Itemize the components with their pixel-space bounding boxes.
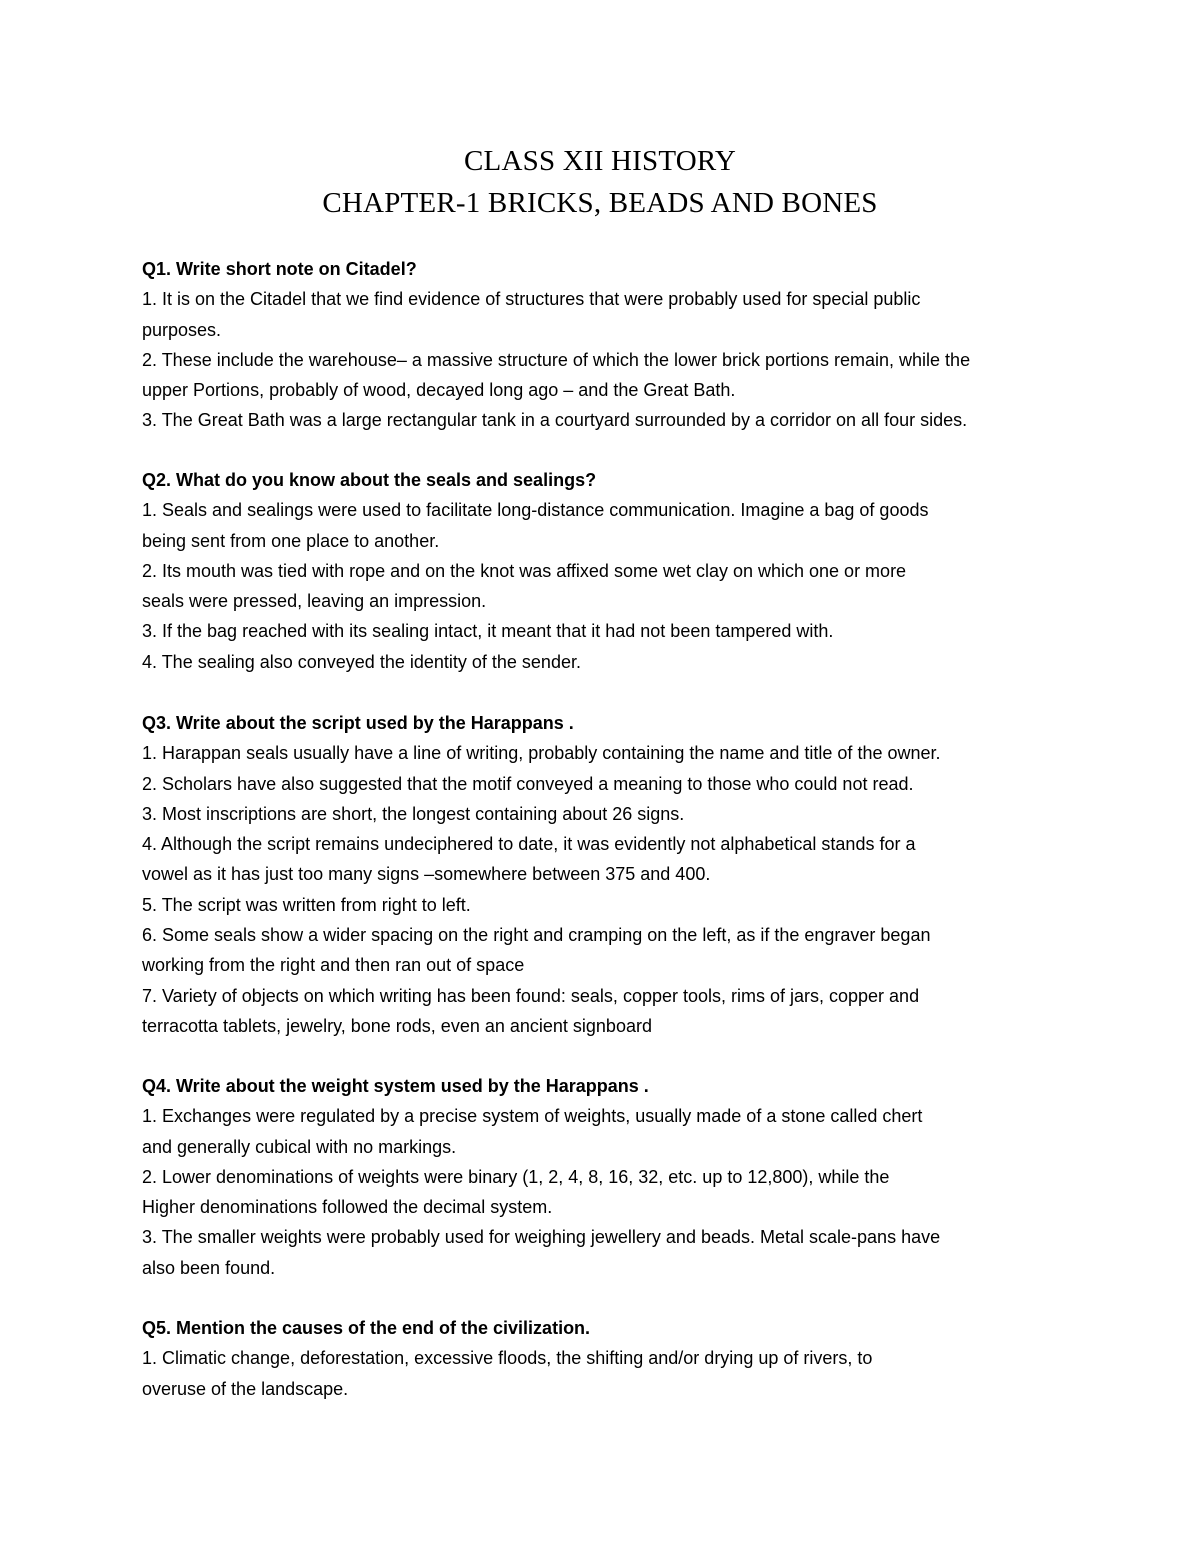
question-block-3 [142, 708, 1072, 1041]
answer-line: purposes. [142, 319, 222, 340]
answer-line: 1. Seals and sealings were used to facilitate long-distance communication. Imagine a bag of goods [142, 500, 929, 521]
question-title: Q5. Mention the causes of the end of the civilization. [142, 1318, 591, 1338]
answer-line: 3. If the bag reached with its sealing intact, it meant that it had not been tampered with. [142, 621, 834, 642]
answer-line: upper Portions, probably of wood, decayed long ago – and the Great Bath. [142, 380, 736, 401]
answer-line: 7. Variety of objects on which writing has been found: seals, copper tools, rims of jars, copper and [142, 985, 920, 1006]
question-title: Q3. Write about the script used by the Harappans . [142, 713, 574, 733]
document-subtitle: CHAPTER-1 BRICKS, BEADS AND BONES [322, 187, 878, 219]
answer-line: working from the right and then ran out of space [142, 955, 525, 976]
question-block-1 [142, 254, 1072, 436]
title-block [0, 140, 1200, 224]
question-block-2 [142, 465, 1072, 677]
answer-line: 1. It is on the Citadel that we find evidence of structures that were probably used for special public [142, 289, 921, 310]
question-title: Q1. Write short note on Citadel? [142, 259, 417, 279]
question-title: Q4. Write about the weight system used by the Harappans . [142, 1076, 649, 1096]
answer-line: overuse of the landscape. [142, 1378, 349, 1399]
answer-line: 2. These include the warehouse– a massive structure of which the lower brick portions remain, while the [142, 349, 971, 370]
question-block-5 [142, 1313, 1072, 1404]
question-block-4 [142, 1071, 1072, 1283]
answer-line: terracotta tablets, jewelry, bone rods, even an ancient signboard [142, 1015, 652, 1036]
answer-line: vowel as it has just too many signs –somewhere between 375 and 400. [142, 864, 711, 885]
answer-line: 1. Climatic change, deforestation, excessive floods, the shifting and/or drying up of rivers, to [142, 1348, 873, 1369]
answer-line: and generally cubical with no markings. [142, 1136, 457, 1157]
answer-line: 3. The Great Bath was a large rectangular tank in a courtyard surrounded by a corridor on all four sides. [142, 410, 968, 431]
answer-line: 1. Harappan seals usually have a line of writing, probably containing the name and title of the owner. [142, 743, 941, 764]
answer-line: Higher denominations followed the decimal system. [142, 1197, 553, 1218]
answer-line: 4. Although the script remains undeciphered to date, it was evidently not alphabetical stands for a [142, 834, 916, 855]
answer-line: 3. The smaller weights were probably used for weighing jewellery and beads. Metal scale-pans have [142, 1227, 941, 1248]
answer-line: 6. Some seals show a wider spacing on the right and cramping on the left, as if the engraver began [142, 925, 931, 946]
answer-line: seals were pressed, leaving an impression. [142, 591, 487, 612]
answer-line: 3. Most inscriptions are short, the longest containing about 26 signs. [142, 803, 685, 824]
answer-line: 4. The sealing also conveyed the identity of the sender. [142, 651, 581, 672]
answer-line: also been found. [142, 1257, 276, 1278]
question-title: Q2. What do you know about the seals and sealings? [142, 470, 597, 490]
answer-line: being sent from one place to another. [142, 530, 440, 551]
answer-line: 2. Scholars have also suggested that the motif conveyed a meaning to those who could not read. [142, 773, 914, 794]
answer-line: 2. Its mouth was tied with rope and on the knot was affixed some wet clay on which one or more [142, 560, 907, 581]
answer-line: 1. Exchanges were regulated by a precise system of weights, usually made of a stone called chert [142, 1106, 923, 1127]
document-title: CLASS XII HISTORY [464, 145, 736, 177]
answer-line: 5. The script was written from right to left. [142, 894, 471, 915]
answer-line: 2. Lower denominations of weights were binary (1, 2, 4, 8, 16, 32, etc. up to 12,800), while the [142, 1166, 890, 1187]
